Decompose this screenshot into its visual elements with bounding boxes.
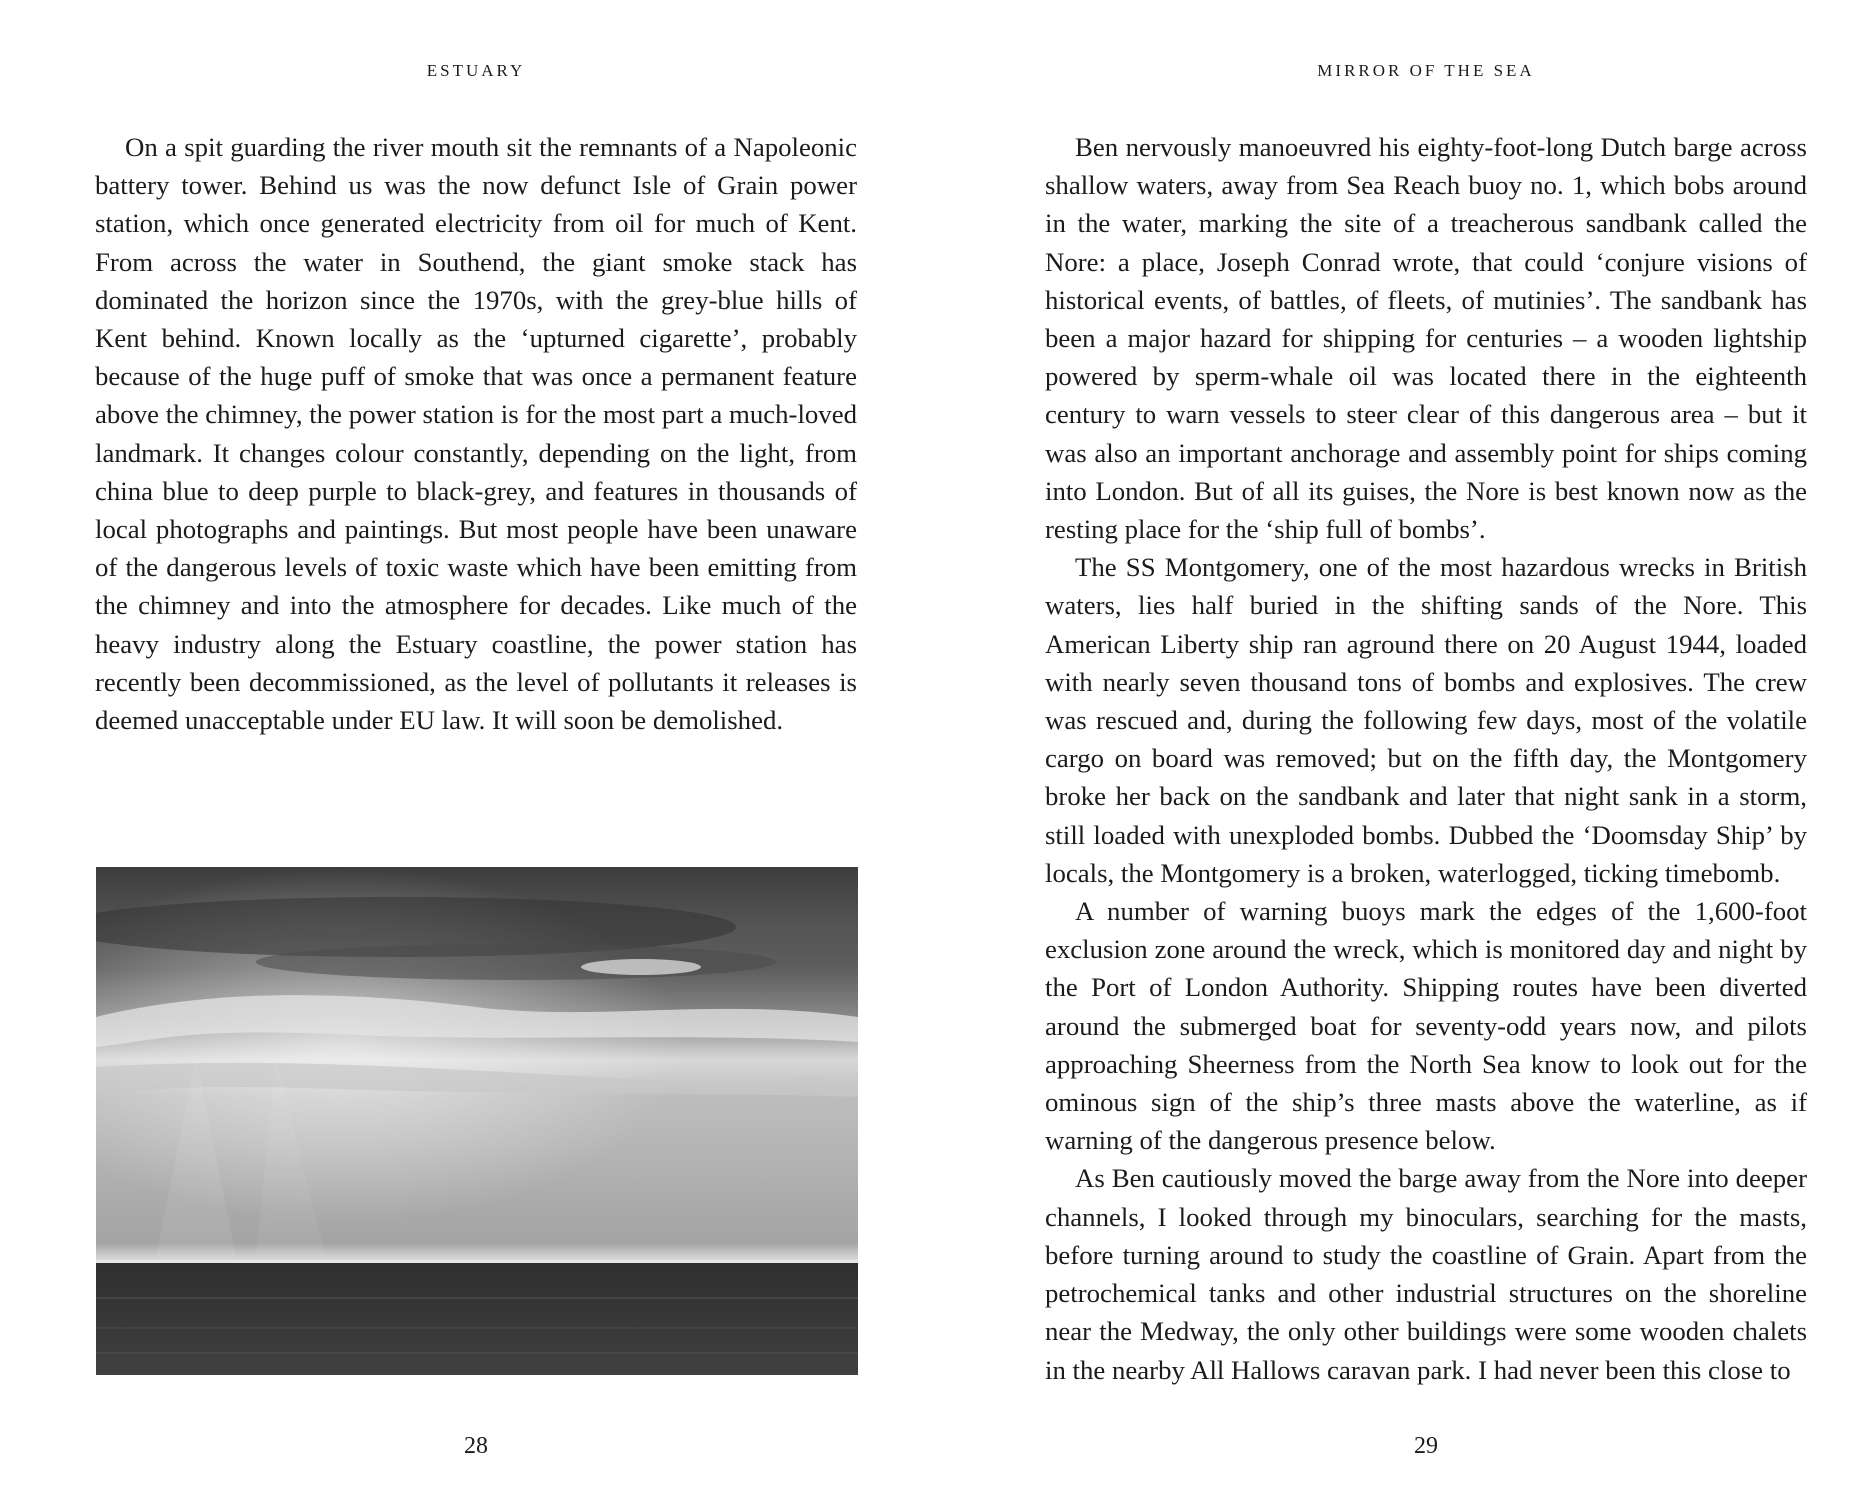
paragraph: As Ben cautiously moved the barge away from the Nore into deeper channels, I looked through my binoculars, searching for the masts, before turning around to study the coastline of Grain. Apart from the petrochemical tanks and other industrial structures on the shoreline near the Medway, the only other buildings were some wooden chalets in the nearby All Hallows caravan park. I had never been this close to bbox=[1045, 1163, 1807, 1385]
sea-horizon-image bbox=[96, 867, 858, 1375]
right-text-block bbox=[1045, 128, 1807, 1389]
left-text-block bbox=[95, 128, 857, 739]
paragraph: On a spit guarding the river mouth sit the remnants of a Napoleonic battery tower. Behind us was the now defunct Isle of Grain power station, which once generated electricity from oil for much of Kent. From across the water in Southend, the giant smoke stack has dominated the horizon since the 1970s, with the grey-blue hills of Kent behind. Known locally as the ‘upturned cigarette’, probably because of the huge puff of smoke that was once a permanent feature above the chimney, the power station is for the most part a much-loved landmark. It changes colour constantly, depending on the light, from china blue to deep purple to black-grey, and features in thousands of local photographs and paintings. But most people have been unaware of the dangerous levels of toxic waste which have been emitting from the chimney and into the atmosphere for decades. Like much of the heavy industry along the Estuary coastline, the power station has recently been decommissioned, as the level of pollutants it releases is deemed unacceptable under EU law. It will soon be demolished. bbox=[95, 132, 857, 736]
right-page bbox=[926, 0, 1852, 1510]
paragraph: Ben nervously manoeuvred his eighty-foot-long Dutch barge across shallow waters, away from Sea Reach buoy no. 1, which bobs around in the water, marking the site of a treacherous sandbank called the Nore: a place, Joseph Conrad wrote, that could ‘conjure visions of historical events, of battles, of fleets, of mutinies’. The sandbank has been a major hazard for shipping for centuries – a wooden lightship powered by sperm-whale oil was located there in the eighteenth century to warn vessels to steer clear of this dangerous area – but it was also an important anchorage and assembly point for ships coming into London. But of all its guises, the Nore is best known now as the resting place for the ‘ship full of bombs’. bbox=[1045, 132, 1807, 545]
running-head-left: ESTUARY bbox=[426, 61, 526, 80]
page-number-right: 29 bbox=[1414, 1433, 1438, 1459]
paragraph: A number of warning buoys mark the edges of the 1,600-foot exclusion zone around the wreck, which is monitored day and night by the Port of London Authority. Shipping routes have been diverted around the submerged boat for seventy-odd years now, and pilots approaching Sheerness from the North Sea know to look out for the ominous sign of the ship’s three masts above the waterline, as if warning of the dangerous presence below. bbox=[1045, 896, 1807, 1156]
page-number-left: 28 bbox=[464, 1433, 488, 1459]
running-head-right: MIRROR OF THE SEA bbox=[1317, 61, 1535, 80]
sea-horizon-photo bbox=[96, 867, 858, 1375]
paragraph: The SS Montgomery, one of the most hazardous wrecks in British waters, lies half buried in the shifting sands of the Nore. This American Liberty ship ran aground there on 20 August 1944, loaded with nearly seven thousand tons of bombs and explosives. The crew was rescued and, during the following few days, most of the volatile cargo on board was removed; but on the fifth day, the Montgomery broke her back on the sandbank and later that night sank in a storm, still loaded with unexploded bombs. Dubbed the ‘Doomsday Ship’ by locals, the Montgomery is a broken, waterlogged, ticking timebomb. bbox=[1045, 552, 1807, 888]
